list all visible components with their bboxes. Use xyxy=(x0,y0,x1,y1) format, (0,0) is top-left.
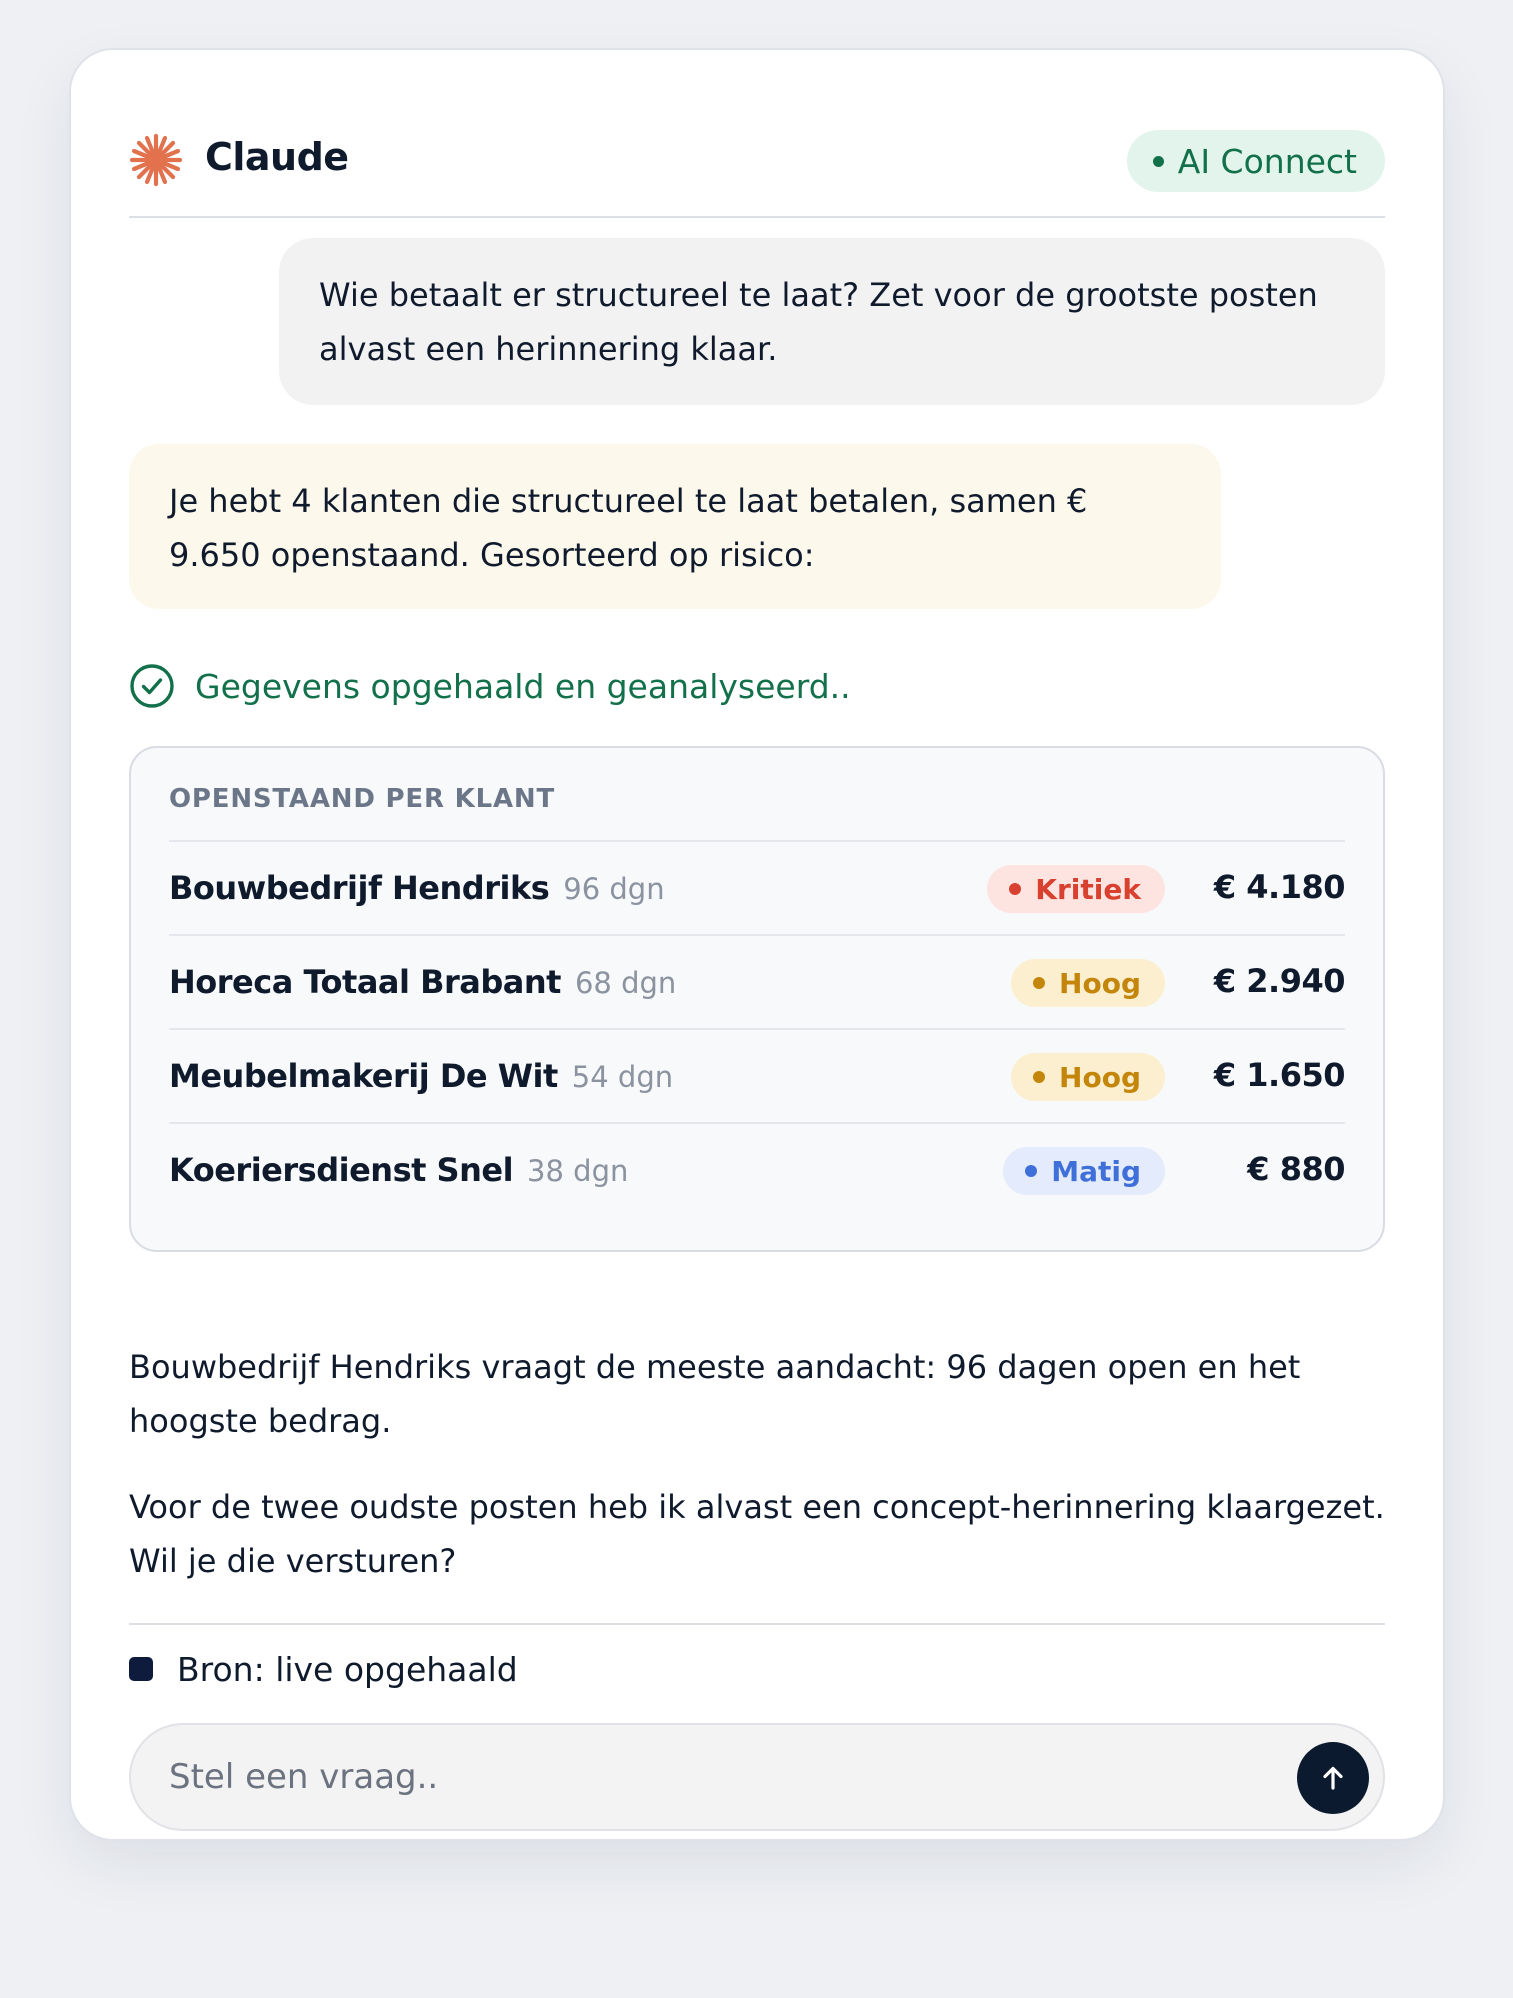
amount: € 1.650 xyxy=(1213,1056,1345,1094)
days-open: 54 dgn xyxy=(571,1060,674,1094)
risk-badge xyxy=(1011,959,1165,1007)
user-message: Wie betaalt er structureel te laat? Zet voor de grootste posten alvast een herinnering klaar. xyxy=(279,238,1385,405)
status-badge xyxy=(1127,130,1385,192)
source-indicator xyxy=(129,1647,518,1691)
risk-badge xyxy=(987,865,1165,913)
chat-header xyxy=(129,108,1385,218)
source-text: Bron: live opgehaald xyxy=(177,1649,518,1689)
tool-status-text: Gegevens opgehaald en geanalyseerd.. xyxy=(195,666,851,706)
amount: € 880 xyxy=(1247,1150,1345,1188)
amount: € 2.940 xyxy=(1213,962,1345,1000)
table-rows xyxy=(169,840,1345,1216)
risk-dot-icon xyxy=(1025,1165,1037,1177)
divider xyxy=(129,1623,1385,1625)
status-badge-label: AI Connect xyxy=(1177,141,1357,181)
outstanding-table xyxy=(129,746,1385,1252)
tool-status xyxy=(129,662,851,710)
days-open: 38 dgn xyxy=(527,1154,629,1188)
client-name: Meubelmakerij De Wit xyxy=(169,1057,558,1095)
arrow-up-icon xyxy=(1318,1763,1348,1793)
chat-card xyxy=(69,48,1445,1841)
risk-dot-icon xyxy=(1033,977,1045,989)
table-row xyxy=(169,1122,1345,1216)
question-input[interactable] xyxy=(169,1725,1249,1829)
client-name: Koeriersdienst Snel xyxy=(169,1151,514,1189)
summary-paragraph-1: Bouwbedrijf Hendriks vraagt de meeste aandacht: 96 dagen open en het hoogste bedrag. xyxy=(129,1348,1301,1440)
risk-label: Hoog xyxy=(1059,966,1141,1000)
claude-starburst-icon xyxy=(129,133,183,187)
check-circle-icon xyxy=(129,663,175,709)
risk-badge xyxy=(1011,1053,1165,1101)
risk-badge xyxy=(1003,1147,1165,1195)
days-open: 96 dgn xyxy=(563,872,665,906)
days-open: 68 dgn xyxy=(574,966,677,1000)
table-title: OPENSTAAND PER KLANT xyxy=(169,784,555,814)
composer xyxy=(129,1723,1385,1831)
table-row xyxy=(169,934,1345,1028)
risk-dot-icon xyxy=(1009,883,1021,895)
risk-label: Matig xyxy=(1051,1154,1141,1188)
risk-dot-icon xyxy=(1033,1071,1045,1083)
send-button[interactable] xyxy=(1297,1742,1369,1814)
source-square-icon xyxy=(129,1657,153,1681)
table-row xyxy=(169,840,1345,934)
summary-paragraph-2: Voor de twee oudste posten heb ik alvast een concept-herinnering klaargezet. Wil je die versturen? xyxy=(129,1488,1385,1580)
status-dot-icon xyxy=(1153,156,1164,167)
app-name: Claude xyxy=(205,135,349,179)
assistant-intro: Je hebt 4 klanten die structureel te laat betalen, samen € 9.650 openstaand. Gesorteerd op risico: xyxy=(129,444,1221,609)
amount: € 4.180 xyxy=(1213,868,1345,906)
risk-label: Kritiek xyxy=(1035,872,1141,906)
risk-label: Hoog xyxy=(1059,1060,1141,1094)
client-name: Bouwbedrijf Hendriks xyxy=(169,869,550,907)
table-row xyxy=(169,1028,1345,1122)
client-name: Horeca Totaal Brabant xyxy=(169,963,561,1001)
